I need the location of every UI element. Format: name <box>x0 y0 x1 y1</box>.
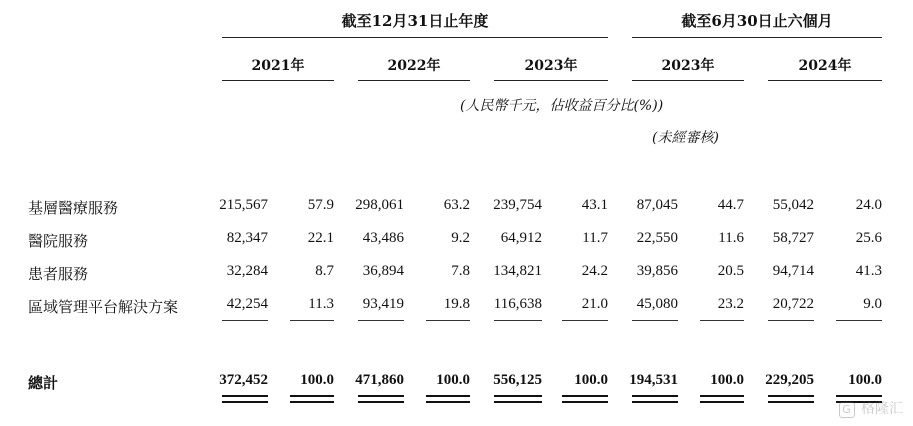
subtotal-rule <box>768 320 814 321</box>
subtotal-rule <box>836 320 882 321</box>
year-rule <box>768 80 882 81</box>
total-cell: 194,531 <box>629 372 678 388</box>
logo-g-icon: G <box>839 402 855 418</box>
table-cell: 44.7 <box>717 197 744 213</box>
table-cell: 43,486 <box>362 230 404 246</box>
total-cell: 100.0 <box>710 372 744 388</box>
total-double-rule <box>494 395 542 403</box>
table-cell: 24.0 <box>855 197 882 213</box>
table-cell: 87,045 <box>636 197 678 213</box>
total-cell: 100.0 <box>300 372 334 388</box>
total-cell: 100.0 <box>848 372 882 388</box>
table-cell: 55,042 <box>772 197 814 213</box>
table-cell: 94,714 <box>772 263 814 279</box>
table-cell: 39,856 <box>636 263 678 279</box>
table-cell: 20,722 <box>772 296 814 312</box>
total-double-rule <box>290 395 334 403</box>
unaudited-note: (未經審核) <box>652 130 719 146</box>
table-cell: 11.7 <box>582 230 608 246</box>
total-double-rule <box>426 395 470 403</box>
total-double-rule <box>768 395 814 403</box>
total-double-rule <box>700 395 744 403</box>
table-cell: 45,080 <box>636 296 678 312</box>
table-cell: 9.2 <box>451 230 470 246</box>
subtotal-rule <box>700 320 744 321</box>
table-cell: 43.1 <box>581 197 608 213</box>
total-cell: 100.0 <box>574 372 608 388</box>
table-cell: 7.8 <box>451 263 470 279</box>
year-rule <box>632 80 744 81</box>
table-cell: 21.0 <box>581 296 608 312</box>
year-header-2024-interim: 2024年 <box>798 58 852 74</box>
total-label: 總計 <box>28 374 59 392</box>
total-double-rule <box>562 395 608 403</box>
subtotal-rule <box>358 320 404 321</box>
table-cell: 57.9 <box>307 197 334 213</box>
table-cell: 116,638 <box>493 296 542 312</box>
table-cell: 64,912 <box>500 230 542 246</box>
table-cell: 9.0 <box>863 296 882 312</box>
table-cell: 298,061 <box>355 197 404 213</box>
year-rule <box>358 80 470 81</box>
year-rule <box>222 80 334 81</box>
total-cell: 100.0 <box>436 372 470 388</box>
table-cell: 36,894 <box>362 263 404 279</box>
row-label-patient: 患者服務 <box>28 265 89 283</box>
table-cell: 41.3 <box>855 263 882 279</box>
table-cell: 32,284 <box>226 263 268 279</box>
interim-group-title: 截至6月30日止六個月 <box>681 12 833 30</box>
total-cell: 372,452 <box>219 372 268 388</box>
table-cell: 82,347 <box>226 230 268 246</box>
table-cell: 11.3 <box>308 296 334 312</box>
table-cell: 22.1 <box>307 230 334 246</box>
table-cell: 134,821 <box>493 263 542 279</box>
table-cell: 20.5 <box>717 263 744 279</box>
annual-group-rule <box>222 37 608 38</box>
year-header-2022: 2022年 <box>387 58 441 74</box>
table-cell: 23.2 <box>717 296 744 312</box>
table-cell: 8.7 <box>315 263 334 279</box>
unit-note: (人民幣千元，佔收益百分比(%)) <box>460 98 664 114</box>
table-cell: 19.8 <box>443 296 470 312</box>
table-cell: 42,254 <box>226 296 268 312</box>
subtotal-rule <box>632 320 678 321</box>
subtotal-rule <box>494 320 542 321</box>
year-header-2021: 2021年 <box>251 58 305 74</box>
table-cell: 63.2 <box>443 197 470 213</box>
table-cell: 215,567 <box>219 197 268 213</box>
interim-group-rule <box>632 37 882 38</box>
total-cell: 471,860 <box>355 372 404 388</box>
subtotal-rule <box>290 320 334 321</box>
subtotal-rule <box>222 320 268 321</box>
table-cell: 22,550 <box>636 230 678 246</box>
table-cell: 11.6 <box>718 230 744 246</box>
total-double-rule <box>632 395 678 403</box>
row-label-hospital: 醫院服務 <box>28 232 89 250</box>
subtotal-rule <box>426 320 470 321</box>
year-header-2023: 2023年 <box>524 58 578 74</box>
year-header-2023-interim: 2023年 <box>661 58 715 74</box>
total-double-rule <box>222 395 268 403</box>
total-cell: 229,205 <box>765 372 814 388</box>
table-cell: 25.6 <box>855 230 882 246</box>
total-cell: 556,125 <box>493 372 542 388</box>
table-cell: 239,754 <box>493 197 542 213</box>
watermark-logo: G 格隆汇 <box>839 398 903 418</box>
row-label-regional-platform: 區域管理平台解決方案 <box>28 298 179 316</box>
table-cell: 93,419 <box>362 296 404 312</box>
table-cell: 58,727 <box>772 230 814 246</box>
row-label-primary-care: 基層醫療服務 <box>28 199 119 217</box>
total-double-rule <box>358 395 404 403</box>
annual-group-title: 截至12月31日止年度 <box>341 12 489 30</box>
table-cell: 24.2 <box>581 263 608 279</box>
year-rule <box>494 80 608 81</box>
subtotal-rule <box>562 320 608 321</box>
